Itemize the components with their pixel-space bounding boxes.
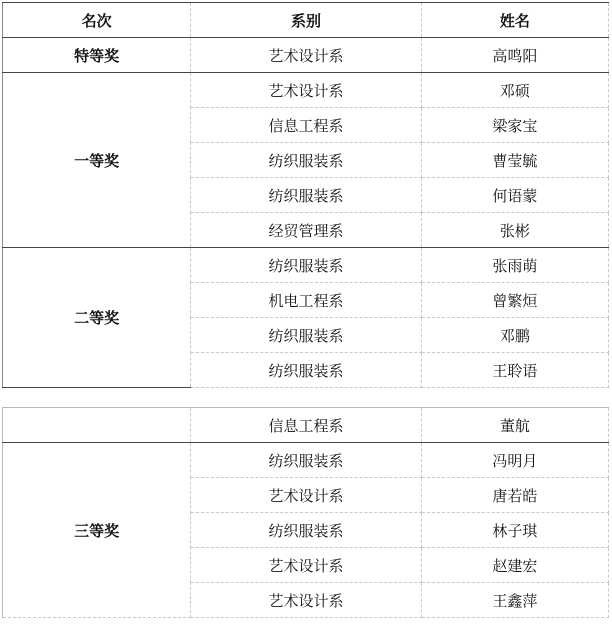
dept-cell: 机电工程系 — [191, 283, 421, 318]
dept-cell: 艺术设计系 — [191, 478, 421, 513]
rank-cell: 一等奖 — [3, 73, 191, 248]
dept-cell: 纺织服装系 — [191, 143, 421, 178]
dept-cell: 信息工程系 — [191, 108, 421, 143]
header-dept: 系别 — [191, 3, 421, 38]
table-row — [3, 73, 609, 108]
header-row — [3, 3, 609, 38]
name-cell: 赵建宏 — [421, 548, 608, 583]
name-cell: 邓硕 — [421, 73, 608, 108]
name-cell: 张雨萌 — [421, 248, 608, 283]
table-row — [3, 443, 609, 478]
awards-table-page1 — [2, 2, 609, 388]
dept-cell: 经贸管理系 — [191, 213, 421, 248]
name-cell: 王聆语 — [421, 353, 608, 388]
name-cell: 曹莹毓 — [421, 143, 608, 178]
name-cell: 冯明月 — [421, 443, 608, 478]
page-break — [2, 397, 609, 407]
name-cell: 林子琪 — [421, 513, 608, 548]
dept-cell: 纺织服装系 — [191, 353, 421, 388]
table-row — [3, 248, 609, 283]
header-rank: 名次 — [3, 3, 191, 38]
dept-cell: 纺织服装系 — [191, 178, 421, 213]
dept-cell: 纺织服装系 — [191, 248, 421, 283]
name-cell: 张彬 — [421, 213, 608, 248]
name-cell: 唐若皓 — [421, 478, 608, 513]
name-cell: 曾繁烜 — [421, 283, 608, 318]
dept-cell: 艺术设计系 — [191, 548, 421, 583]
awards-table-page2 — [2, 407, 609, 618]
name-cell: 董航 — [421, 408, 608, 443]
table-row — [3, 408, 609, 443]
dept-cell: 艺术设计系 — [191, 73, 421, 108]
dept-cell: 纺织服装系 — [191, 513, 421, 548]
rank-cell-empty — [3, 408, 191, 443]
rank-cell: 特等奖 — [3, 38, 191, 73]
rank-cell: 二等奖 — [3, 248, 191, 388]
name-cell: 邓鹏 — [421, 318, 608, 353]
header-name: 姓名 — [421, 3, 608, 38]
dept-cell: 纺织服装系 — [191, 443, 421, 478]
dept-cell: 纺织服装系 — [191, 318, 421, 353]
dept-cell: 艺术设计系 — [191, 38, 421, 73]
special-prize-row — [3, 38, 609, 73]
name-cell: 何语蒙 — [421, 178, 608, 213]
rank-cell: 三等奖 — [3, 443, 191, 618]
dept-cell: 艺术设计系 — [191, 583, 421, 618]
name-cell: 高鸣阳 — [421, 38, 608, 73]
name-cell: 王鑫萍 — [421, 583, 608, 618]
name-cell: 梁家宝 — [421, 108, 608, 143]
dept-cell: 信息工程系 — [191, 408, 421, 443]
